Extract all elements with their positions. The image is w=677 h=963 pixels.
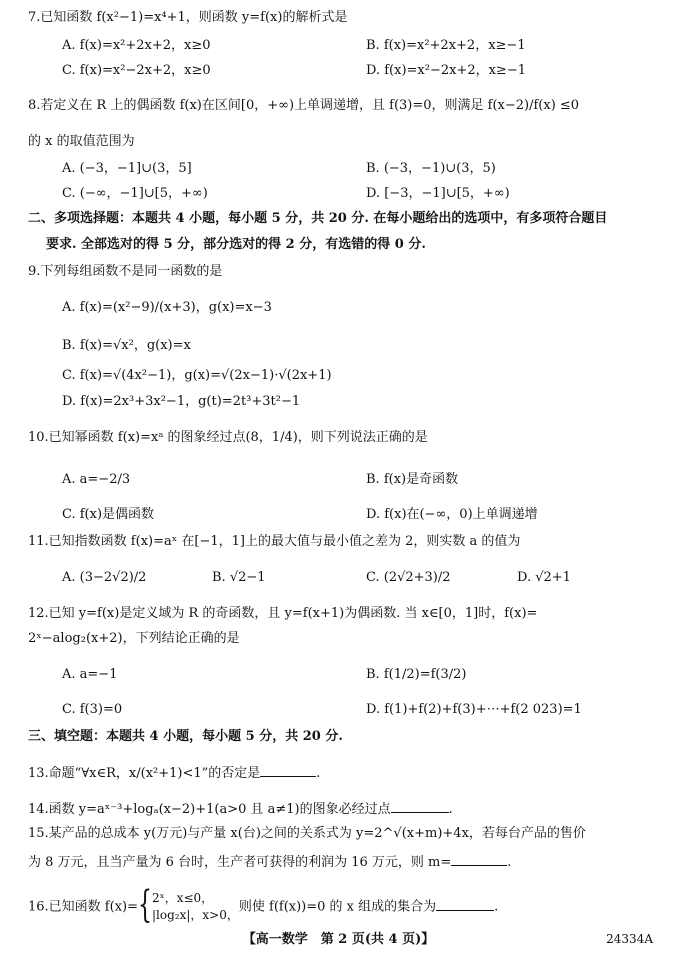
q9-option-d: D. f(x)=2x³+3x²−1，g(t)=2t³+3t²−1 [62,394,301,409]
q16-brace: { [138,884,152,928]
q8-option-d: D. [−3，−1]∪[5，+∞) [366,186,510,201]
q10-option-d: D. f(x)在(−∞，0)上单调递增 [366,507,538,522]
q7-option-c: C. f(x)=x²−2x+2，x≥0 [62,63,211,78]
q16-prefix: 16.已知函数 f(x)= [28,899,138,915]
q14-text: 14.函数 y=aˣ⁻³+logₐ(x−2)+1(a>0 且 a≠1)的图象必经过点 [28,802,391,817]
q8-option-c: C. (−∞，−1]∪[5，+∞) [62,186,208,201]
q7-option-b: B. f(x)=x²+2x+2，x≥−1 [366,38,526,53]
q8-stem: 8.若定义在 R 上的偶函数 f(x)在区间[0，+∞)上单调递增，且 f(3)=0，则满足 f(x−2)/f(x) ≤0 [28,98,580,113]
q9-stem: 9.下列每组函数不是同一函数的是 [28,264,223,279]
q12-option-d: D. f(1)+f(2)+f(3)+⋯+f(2 023)=1 [366,702,582,717]
paper-code: 24334A [606,932,653,946]
q13: 13.命题“∀x∈R，x/(x²+1)<1”的否定是 . [28,762,320,784]
q12-stem-continued: 2ˣ−alog₂(x+2)，下列结论正确的是 [28,631,240,646]
q10-stem: 10.已知幂函数 f(x)=xᵃ 的图象经过点(8，1/4)，则下列说法正确的是 [28,430,428,445]
q13-text: 13.命题“∀x∈R，x/(x²+1)<1”的否定是 [28,766,261,781]
q14: 14.函数 y=aˣ⁻³+logₐ(x−2)+1(a>0 且 a≠1)的图象必经过点 . [28,798,453,820]
q10-option-a: A. a=−2/3 [62,472,131,487]
q10-option-c: C. f(x)是偶函数 [62,507,155,522]
q8-stem-continued: 的 x 的取值范围为 [28,134,135,149]
q16-case-2: |log₂x|，x>0， [152,908,239,922]
q11-stem: 11.已知指数函数 f(x)=aˣ 在[−1，1]上的最大值与最小值之差为 2，则实数 a 的值为 [28,534,521,549]
q16-suffix: 则使 f(f(x))=0 的 x 组成的集合为 [238,899,437,915]
section-2-instructions: 要求. 全部选对的得 5 分，部分选对的得 2 分，有选错的得 0 分. [46,237,426,252]
q12-stem: 12.已知 y=f(x)是定义域为 R 的奇函数，且 y=f(x+1)为偶函数. 当 x∈[0，1]时，f(x)= [28,606,538,621]
q8-option-a: A. (−3，−1]∪(3，5] [62,161,192,176]
q16-answer-blank[interactable] [436,896,494,911]
q11-option-c: C. (2√2+3)/2 [366,570,451,585]
q7-option-d: D. f(x)=x²−2x+2，x≥−1 [366,63,526,78]
q7-option-a: A. f(x)=x²+2x+2，x≥0 [62,38,211,53]
q12-option-b: B. f(1/2)=f(3/2) [366,667,467,682]
page-footer: 【高一数学 第 2 页(共 4 页)】 [242,932,435,947]
q15-line2: 为 8 万元，且当产量为 6 台时，生产者可获得的利润为 16 万元，则 m= [28,855,452,870]
section-2-heading: 二、多项选择题：本题共 4 小题，每小题 5 分，共 20 分. 在每小题给出的选项中，有多项符合题目 [28,211,608,226]
q10-option-b: B. f(x)是奇函数 [366,472,459,487]
q16: 16.已知函数 f(x)={ 2ˣ，x≤0， |log₂x|，x>0， 则使 f(f(x))=0 的 x 组成的集合为 . [28,884,499,928]
q7-stem: 7.已知函数 f(x²−1)=x⁴+1，则函数 y=f(x)的解析式是 [28,10,348,25]
q12-option-a: A. a=−1 [62,667,118,682]
q15-line1: 15.某产品的总成本 y(万元)与产量 x(台)之间的关系式为 y=2^√(x+m)+4x，若每台产品的售价 [28,826,586,841]
section-3-heading: 三、填空题：本题共 4 小题，每小题 5 分，共 20 分. [28,729,343,744]
q16-cases [152,890,239,924]
q15-line2-wrap: 为 8 万元，且当产量为 6 台时，生产者可获得的利润为 16 万元，则 m= . [28,851,511,873]
q11-option-d: D. √2+1 [517,570,571,585]
q12-option-c: C. f(3)=0 [62,702,123,717]
q11-option-b: B. √2−1 [212,570,266,585]
q9-option-a: A. f(x)=(x²−9)/(x+3)，g(x)=x−3 [62,300,272,315]
q9-option-b: B. f(x)=√x²，g(x)=x [62,338,191,353]
q13-answer-blank[interactable] [260,762,316,777]
q11-option-a: A. (3−2√2)/2 [62,570,147,585]
q15-answer-blank[interactable] [451,851,507,866]
q8-option-b: B. (−3，−1)∪(3，5) [366,161,496,176]
q14-answer-blank[interactable] [391,798,449,813]
q9-option-c: C. f(x)=√(4x²−1)，g(x)=√(2x−1)·√(2x+1) [62,368,332,383]
q16-case-1: 2ˣ，x≤0， [152,891,214,905]
